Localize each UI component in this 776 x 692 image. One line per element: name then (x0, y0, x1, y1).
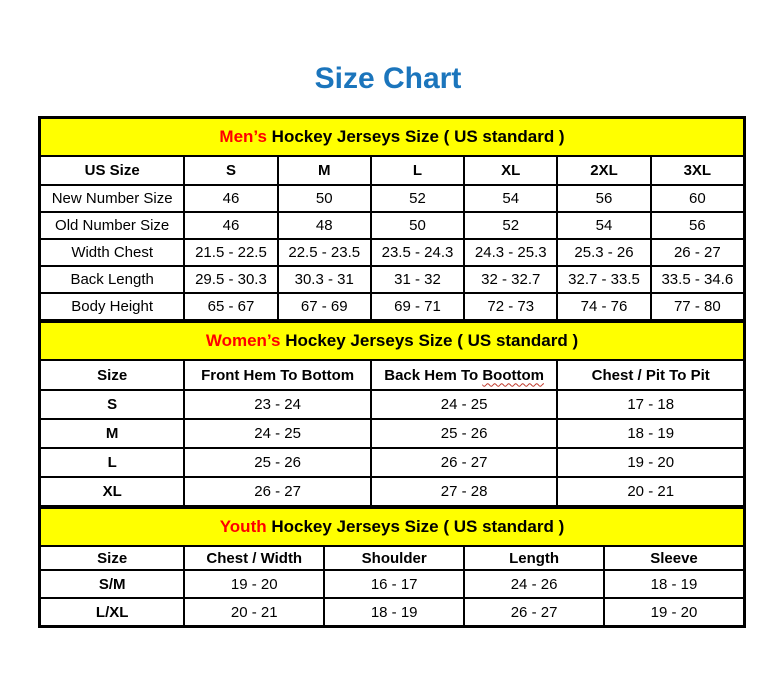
youth-header-cell: Chest / Width (184, 546, 324, 570)
row-label: XL (40, 477, 184, 506)
mens-banner-highlight: Men’s (219, 127, 267, 146)
womens-header-cell: Front Hem To Bottom (184, 360, 371, 390)
size-value: 67 - 69 (278, 293, 371, 320)
size-value: 23.5 - 24.3 (371, 239, 464, 266)
womens-banner-highlight: Women’s (205, 331, 281, 350)
mens-size-table (39, 117, 745, 321)
womens-row-s (40, 390, 744, 419)
size-value: 30.3 - 31 (278, 266, 371, 293)
size-chart-container (38, 116, 746, 628)
size-value: 60 (651, 185, 744, 212)
size-value: 17 - 18 (557, 390, 744, 419)
mens-header-cell: M (278, 156, 371, 185)
youth-banner (40, 508, 744, 546)
size-value: 56 (651, 212, 744, 239)
size-value: 26 - 27 (464, 598, 604, 626)
size-value: 24 - 25 (371, 390, 558, 419)
size-value: 74 - 76 (557, 293, 650, 320)
size-value: 20 - 21 (184, 598, 324, 626)
size-value: 26 - 27 (651, 239, 744, 266)
size-value: 46 (184, 185, 277, 212)
mens-header-cell: 3XL (651, 156, 744, 185)
row-label: L/XL (40, 598, 184, 626)
mens-header-cell: 2XL (557, 156, 650, 185)
mens-banner-cell (40, 118, 744, 156)
mens-header-cell: S (184, 156, 277, 185)
size-value: 16 - 17 (324, 570, 464, 598)
mens-header-cell: L (371, 156, 464, 185)
size-value: 22.5 - 23.5 (278, 239, 371, 266)
size-value: 19 - 20 (604, 598, 744, 626)
size-value: 50 (371, 212, 464, 239)
size-value: 18 - 19 (604, 570, 744, 598)
misspelled-word-squiggle: Boottom (482, 366, 544, 384)
size-value: 19 - 20 (557, 448, 744, 477)
youth-row-sm (40, 570, 744, 598)
mens-header-cell: XL (464, 156, 557, 185)
size-value: 50 (278, 185, 371, 212)
size-value: 52 (371, 185, 464, 212)
size-value: 46 (184, 212, 277, 239)
size-value: 72 - 73 (464, 293, 557, 320)
size-value: 24.3 - 25.3 (464, 239, 557, 266)
row-label: S/M (40, 570, 184, 598)
mens-header-cell: US Size (40, 156, 184, 185)
size-value: 54 (464, 185, 557, 212)
size-value: 19 - 20 (184, 570, 324, 598)
womens-size-table (39, 321, 745, 507)
size-value: 69 - 71 (371, 293, 464, 320)
womens-row-l (40, 448, 744, 477)
size-value: 24 - 26 (464, 570, 604, 598)
size-value: 20 - 21 (557, 477, 744, 506)
mens-banner-text: Hockey Jerseys Size ( US standard ) (266, 127, 565, 146)
size-value: 31 - 32 (371, 266, 464, 293)
row-label: Body Height (40, 293, 184, 320)
size-value: 24 - 25 (184, 419, 371, 448)
size-value: 26 - 27 (184, 477, 371, 506)
youth-header-cell: Size (40, 546, 184, 570)
size-value: 77 - 80 (651, 293, 744, 320)
youth-size-table (39, 507, 745, 627)
womens-header-cell (371, 360, 558, 390)
youth-header-cell: Length (464, 546, 604, 570)
womens-row-xl (40, 477, 744, 506)
youth-banner-highlight: Youth (219, 517, 267, 536)
mens-row-new-number-size (40, 185, 744, 212)
page-title: Size Chart (314, 62, 462, 95)
size-value: 52 (464, 212, 557, 239)
size-value: 25 - 26 (371, 419, 558, 448)
youth-banner-text: Hockey Jerseys Size ( US standard ) (266, 517, 565, 536)
womens-header-back-hem-prefix: Back Hem To (384, 366, 479, 384)
youth-header-row (40, 546, 744, 570)
size-value: 18 - 19 (557, 419, 744, 448)
youth-header-cell: Shoulder (324, 546, 464, 570)
womens-banner (40, 322, 744, 360)
size-value: 32 - 32.7 (464, 266, 557, 293)
size-value: 48 (278, 212, 371, 239)
row-label: M (40, 419, 184, 448)
mens-header-row (40, 156, 744, 185)
row-label: L (40, 448, 184, 477)
size-value: 25.3 - 26 (557, 239, 650, 266)
womens-header-cell: Chest / Pit To Pit (557, 360, 744, 390)
row-label: Old Number Size (40, 212, 184, 239)
size-value: 33.5 - 34.6 (651, 266, 744, 293)
size-value: 29.5 - 30.3 (184, 266, 277, 293)
youth-row-lxl (40, 598, 744, 626)
mens-banner (40, 118, 744, 156)
womens-banner-text: Hockey Jerseys Size ( US standard ) (280, 331, 579, 350)
womens-banner-cell (40, 322, 744, 360)
womens-header-row (40, 360, 744, 390)
row-label: Width Chest (40, 239, 184, 266)
youth-banner-cell (40, 508, 744, 546)
size-value: 21.5 - 22.5 (184, 239, 277, 266)
mens-row-back-length (40, 266, 744, 293)
mens-row-body-height (40, 293, 744, 320)
size-value: 32.7 - 33.5 (557, 266, 650, 293)
womens-row-m (40, 419, 744, 448)
size-value: 65 - 67 (184, 293, 277, 320)
size-value: 23 - 24 (184, 390, 371, 419)
row-label: Back Length (40, 266, 184, 293)
womens-header-cell: Size (40, 360, 184, 390)
youth-header-cell: Sleeve (604, 546, 744, 570)
mens-row-old-number-size (40, 212, 744, 239)
row-label: New Number Size (40, 185, 184, 212)
size-value: 27 - 28 (371, 477, 558, 506)
size-value: 56 (557, 185, 650, 212)
size-value: 54 (557, 212, 650, 239)
size-value: 18 - 19 (324, 598, 464, 626)
row-label: S (40, 390, 184, 419)
size-value: 25 - 26 (184, 448, 371, 477)
size-value: 26 - 27 (371, 448, 558, 477)
mens-row-width-chest (40, 239, 744, 266)
